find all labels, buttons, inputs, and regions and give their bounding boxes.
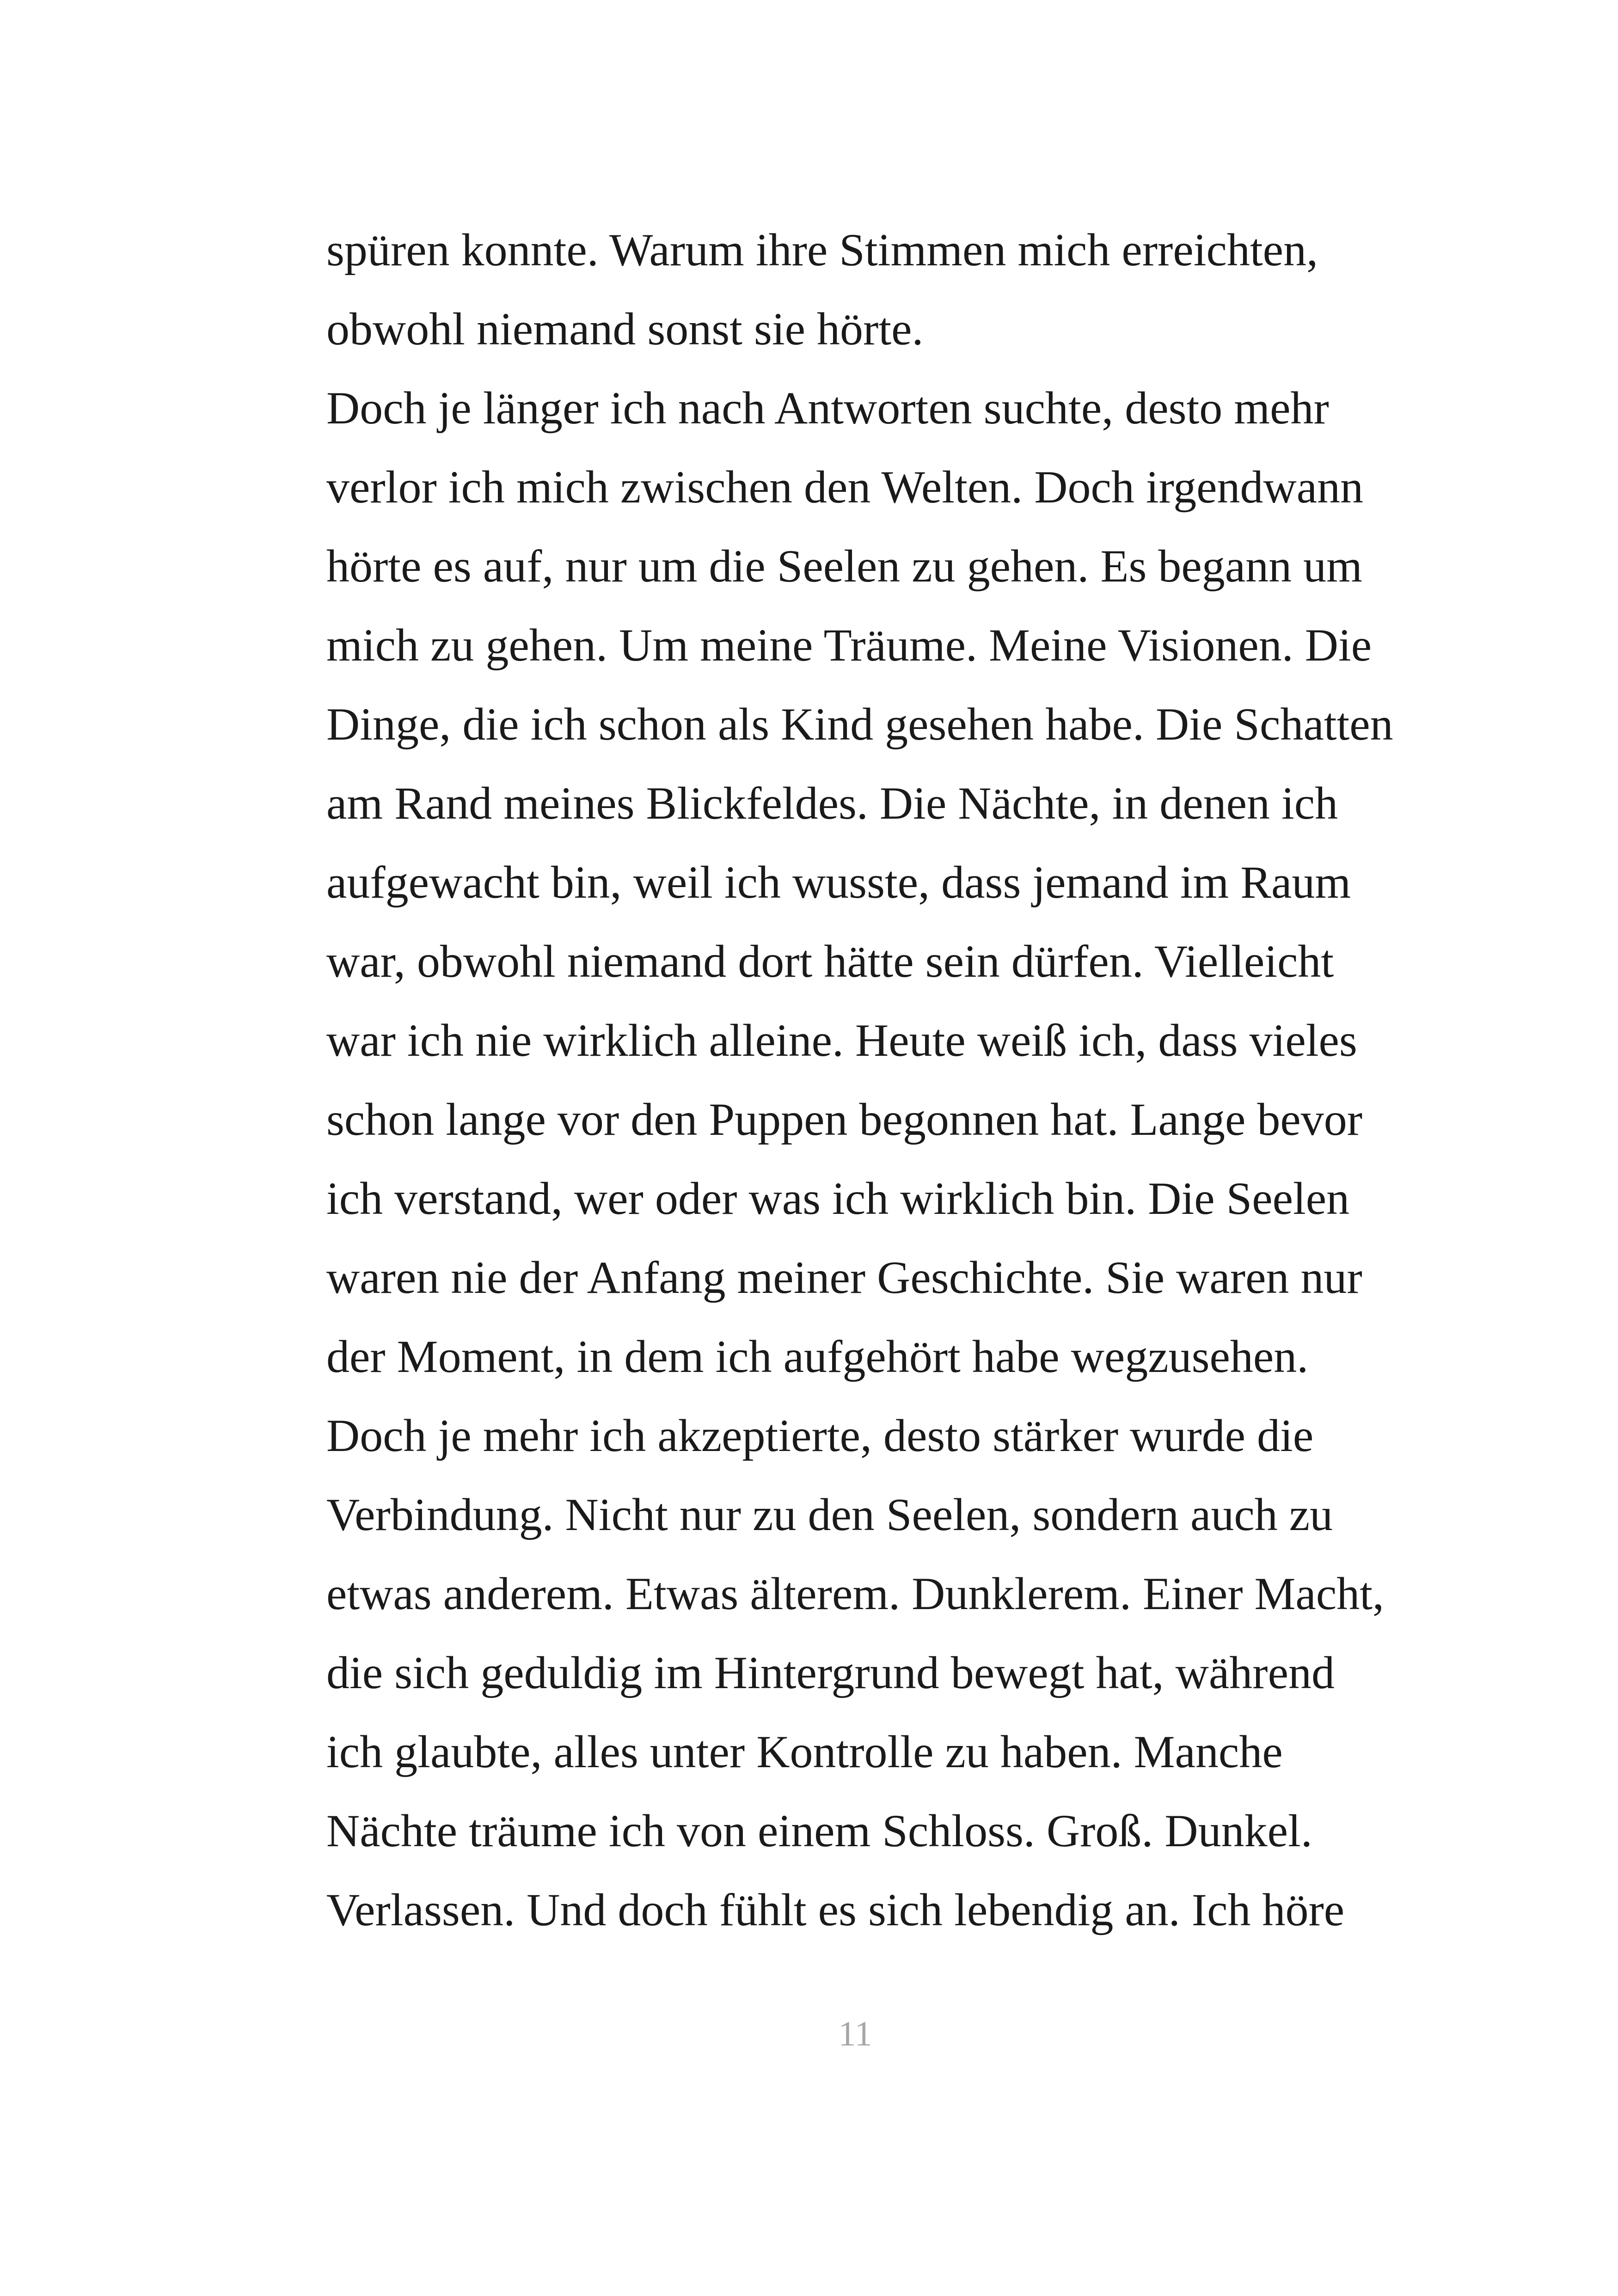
text-line: Verlassen. Und doch fühlt es sich lebendig an. Ich höre: [326, 1884, 1345, 1935]
body-text: [326, 210, 1436, 1949]
text-line: ich verstand, wer oder was ich wirklich bin. Die Seelen: [326, 1173, 1350, 1224]
text-line: Doch je mehr ich akzeptierte, desto stärker wurde die: [326, 1410, 1314, 1461]
text-line: Doch je länger ich nach Antworten suchte, desto mehr: [326, 382, 1329, 434]
text-line: etwas anderem. Etwas älterem. Dunklerem. Einer Macht,: [326, 1568, 1384, 1619]
text-line: obwohl niemand sonst sie hörte.: [326, 303, 924, 355]
text-line: Nächte träume ich von einem Schloss. Groß. Dunkel.: [326, 1805, 1312, 1856]
text-line: hörte es auf, nur um die Seelen zu gehen. Es begann um: [326, 540, 1362, 592]
text-line: aufgewacht bin, weil ich wusste, dass jemand im Raum: [326, 857, 1351, 908]
text-line: war, obwohl niemand dort hätte sein dürfen. Vielleicht: [326, 936, 1334, 987]
text-line: mich zu gehen. Um meine Träume. Meine Visionen. Die: [326, 619, 1372, 671]
text-line: ich glaubte, alles unter Kontrolle zu haben. Manche: [326, 1726, 1283, 1777]
page-number: 11: [838, 2014, 872, 2053]
text-line: verlor ich mich zwischen den Welten. Doch irgendwann: [326, 461, 1364, 513]
text-line: war ich nie wirklich alleine. Heute weiß ich, dass vieles: [326, 1015, 1357, 1066]
text-line: die sich geduldig im Hintergrund bewegt hat, während: [326, 1647, 1335, 1698]
text-line: am Rand meines Blickfeldes. Die Nächte, in denen ich: [326, 778, 1338, 829]
text-line: spüren konnte. Warum ihre Stimmen mich erreichten,: [326, 224, 1318, 276]
text-line: der Moment, in dem ich aufgehört habe wegzusehen.: [326, 1331, 1309, 1382]
text-line: schon lange vor den Puppen begonnen hat. Lange bevor: [326, 1094, 1363, 1145]
text-line: Verbindung. Nicht nur zu den Seelen, sondern auch zu: [326, 1489, 1333, 1540]
text-line: Dinge, die ich schon als Kind gesehen habe. Die Schatten: [326, 698, 1393, 750]
text-line: waren nie der Anfang meiner Geschichte. Sie waren nur: [326, 1252, 1362, 1303]
